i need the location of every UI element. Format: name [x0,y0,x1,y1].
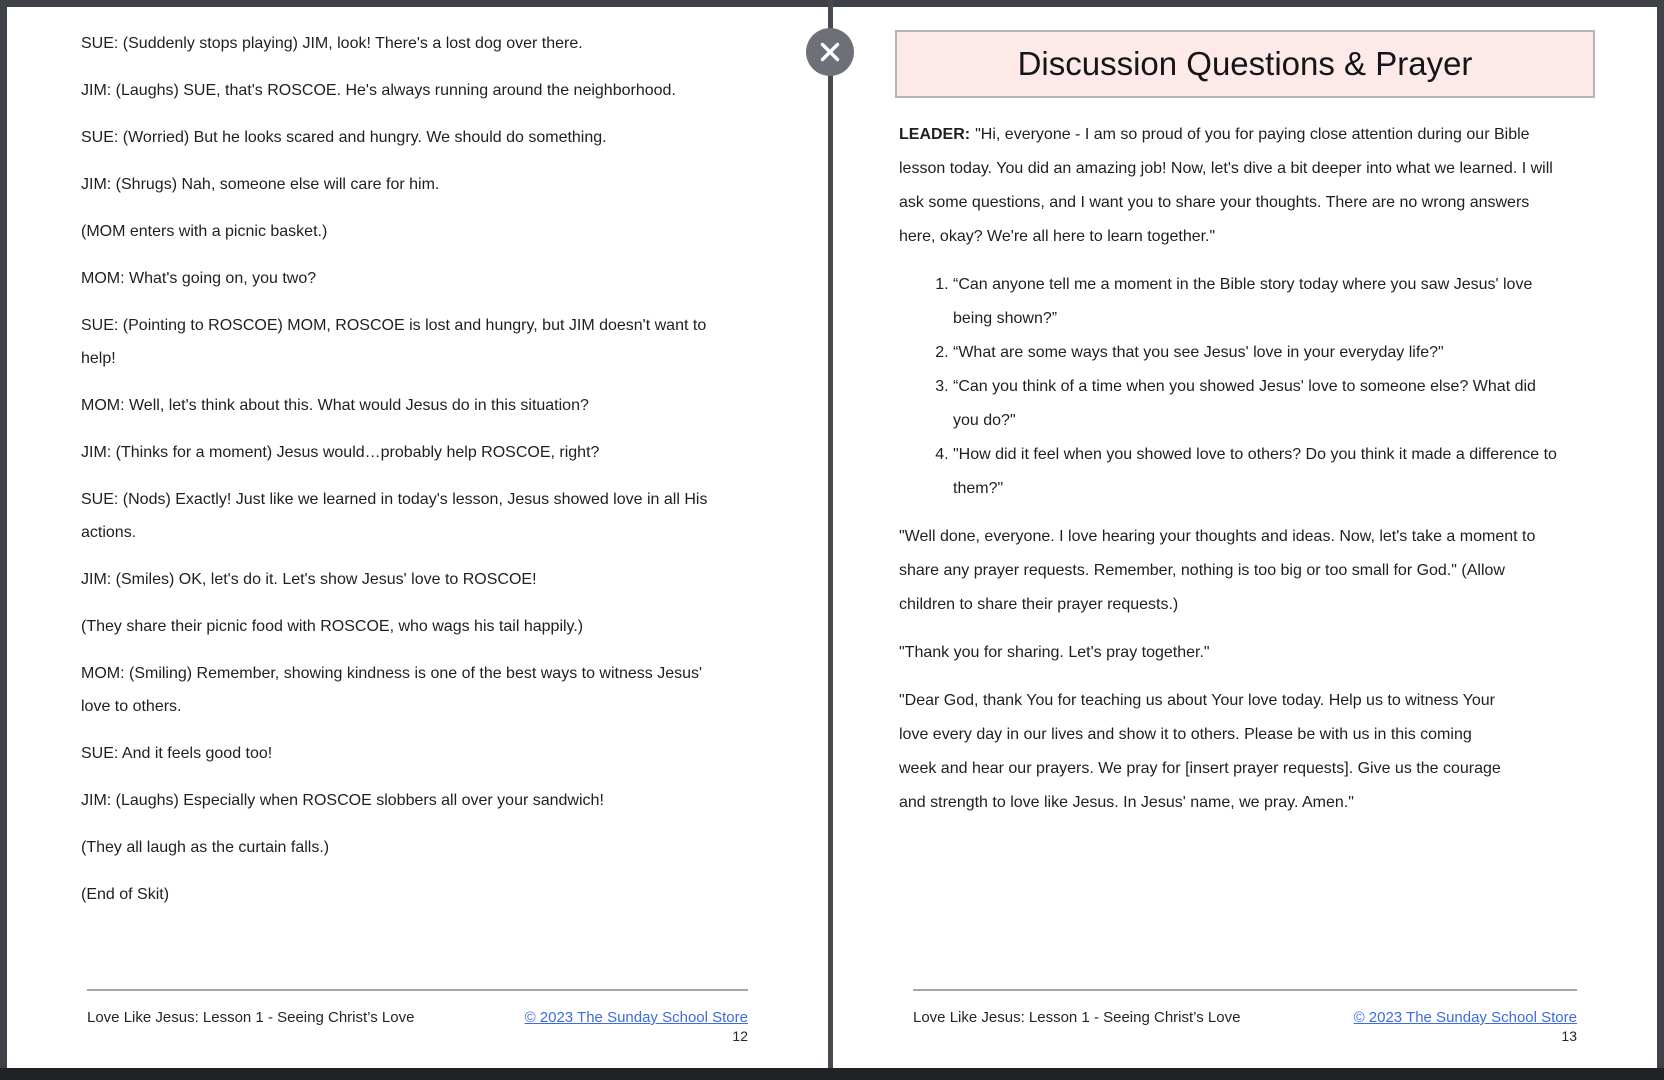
script-line: (They share their picnic food with ROSCOE, who wags his tail happily.) [81,618,584,635]
script-line: SUE: (Pointing to ROSCOE) MOM, ROSCOE is lost and hungry, but JIM doesn't want to help! [81,317,707,367]
page-spread-divider [828,0,833,1080]
script-line: SUE: (Worried) But he looks scared and hungry. We should do something. [81,129,607,146]
script-line: JIM: (Shrugs) Nah, someone else will care for him. [81,176,440,193]
copyright-link[interactable]: © 2023 The Sunday School Store [1353,1009,1577,1026]
page-footer [913,989,1577,1044]
section-heading: Discussion Questions & Prayer [895,30,1595,98]
script-line: SUE: (Suddenly stops playing) JIM, look! There's a lost dog over there. [81,35,583,52]
question-item: 4. "How did it feel when you showed love to others? Do you think it made a difference to them?" [953,438,1559,506]
footer-divider [913,989,1577,991]
script-line: MOM: (Smiling) Remember, showing kindness is one of the best ways to witness Jesus' love to others. [81,665,703,715]
script-line: MOM: Well, let's think about this. What would Jesus do in this situation? [81,397,589,414]
skit-script [81,27,721,925]
script-line: JIM: (Laughs) SUE, that's ROSCOE. He's always running around the neighborhood. [81,82,676,99]
leader-paragraph [899,118,1559,254]
leader-label: LEADER: [899,126,971,143]
discussion-body [899,118,1571,834]
question-item: 1. “Can anyone tell me a moment in the Bible story today where you saw Jesus' love being shown?” [953,268,1559,336]
script-line: (End of Skit) [81,886,170,903]
script-line: (They all laugh as the curtain falls.) [81,839,330,856]
document-page-right [833,7,1657,1068]
script-line: SUE: (Nods) Exactly! Just like we learned in today's lesson, Jesus showed love in all His actions. [81,491,708,541]
prayer-paragraph: "Dear God, thank You for teaching us about Your love today. Help us to witness Your love every day in our lives and show it to others. Please be with us in this coming week and hear our prayers. We pray for [insert prayer requests]. Give us the courage and strength to love like Jesus. In Jesus' name, we pray. Amen." [899,692,1501,811]
wrap-up-paragraph: "Well done, everyone. I love hearing your thoughts and ideas. Now, let's take a moment to share any prayer requests. Remember, nothing is too big or too small for God." (Allow children to share their prayer requests.) [899,528,1536,613]
page-footer [87,989,748,1044]
script-line: JIM: (Laughs) Especially when ROSCOE slobbers all over your sandwich! [81,792,604,809]
footer-lesson-title: Love Like Jesus: Lesson 1 - Seeing Christ’s Love [913,1009,1241,1026]
question-item: 3. “Can you think of a time when you showed Jesus' love to someone else? What did you do?" [953,370,1559,438]
footer-lesson-title: Love Like Jesus: Lesson 1 - Seeing Christ’s Love [87,1009,415,1026]
window-bottom-bar [0,1068,1664,1080]
discussion-questions-list [899,268,1559,506]
page-number: 13 [1561,1028,1577,1044]
page-number: 12 [732,1028,748,1044]
pray-intro-paragraph: "Thank you for sharing. Let's pray together." [899,644,1210,661]
copyright-link[interactable]: © 2023 The Sunday School Store [524,1009,748,1026]
leader-quote: "Hi, everyone - I am so proud of you for paying close attention during our Bible lesson today. You did an amazing job! Now, let's dive a bit deeper into what we learned. I will ask some questions, and I want you to share your thoughts. There are no wrong answers here, okay? We're all here to learn together." [899,126,1553,245]
script-line: JIM: (Thinks for a moment) Jesus would…probably help ROSCOE, right? [81,444,600,461]
close-button[interactable] [806,28,854,76]
script-line: SUE: And it feels good too! [81,745,273,762]
script-line: JIM: (Smiles) OK, let's do it. Let's show Jesus' love to ROSCOE! [81,571,537,588]
question-item: 2. “What are some ways that you see Jesus' love in your everyday life?" [953,336,1559,370]
footer-divider [87,989,748,991]
script-line: MOM: What's going on, you two? [81,270,317,287]
close-icon [806,28,854,76]
document-page-left [7,7,828,1068]
script-line: (MOM enters with a picnic basket.) [81,223,328,240]
